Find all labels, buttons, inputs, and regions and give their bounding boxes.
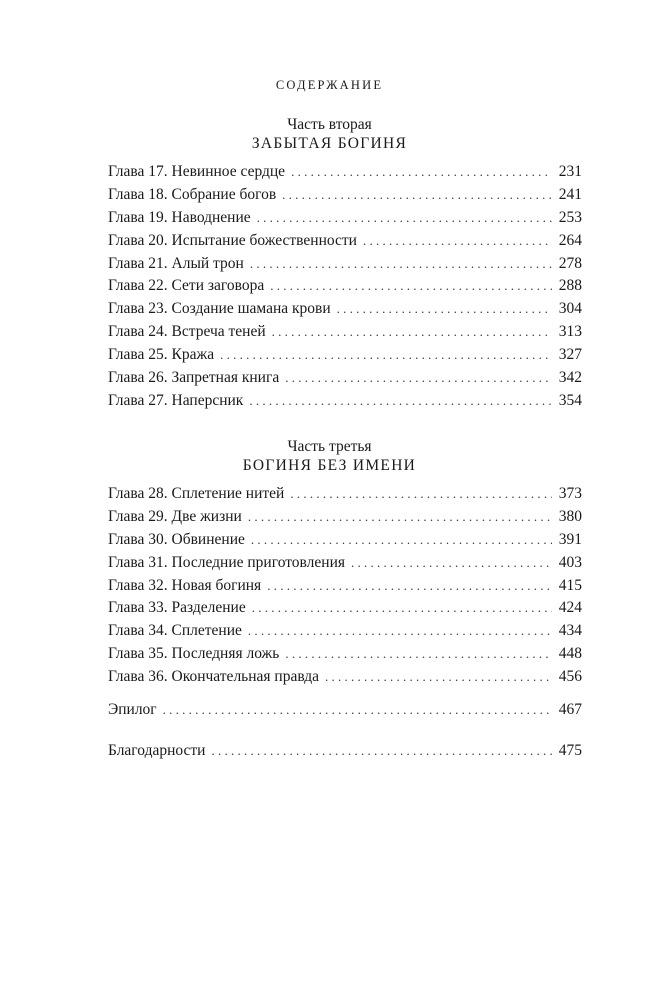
toc-entry — [108, 323, 582, 346]
entry-title: Глава 27. Наперсник — [108, 391, 244, 409]
toc-entry — [108, 346, 582, 369]
entry-page-number: 327 — [558, 346, 582, 364]
entry-page-number: 475 — [558, 742, 582, 759]
entry-title: Глава 28. Сплетение нитей — [108, 485, 285, 502]
dot-leader — [272, 324, 552, 340]
part-three-label: Часть третья — [287, 438, 372, 455]
entry-title: Глава 24. Встреча теней — [108, 323, 266, 341]
dot-leader — [267, 578, 552, 594]
toc-entry — [108, 599, 582, 622]
part-three-title: БОГИНЯ БЕЗ ИМЕНИ — [242, 457, 417, 474]
dot-leader — [363, 233, 552, 249]
toc-entry — [108, 163, 582, 186]
dot-leader — [337, 301, 552, 317]
entry-page-number: 448 — [558, 645, 582, 663]
part-three-entries — [108, 485, 582, 691]
toc-entry — [108, 186, 582, 209]
dot-leader — [248, 509, 552, 525]
dot-leader — [211, 743, 552, 759]
entry-title: Глава 33. Разделение — [108, 599, 246, 617]
entry-page-number: 342 — [558, 369, 582, 387]
entry-title: Глава 20. Испытание божественности — [108, 231, 357, 249]
dot-leader — [325, 669, 552, 685]
toc-entry — [108, 485, 582, 508]
dot-leader — [285, 646, 552, 662]
toc-entry — [108, 622, 582, 645]
toc-entry — [108, 554, 582, 577]
toc-entry — [108, 369, 582, 392]
entry-page-number: 304 — [558, 300, 582, 318]
entry-title: Глава 25. Кража — [108, 346, 215, 364]
entry-title: Глава 30. Обвинение — [108, 530, 245, 548]
entry-page-number: 456 — [558, 668, 582, 686]
part-two-title: ЗАБЫТАЯ БОГИНЯ — [251, 135, 408, 152]
dot-leader — [270, 278, 552, 294]
dot-leader — [220, 347, 552, 363]
entry-title: Глава 19. Наводнение — [108, 208, 251, 226]
dot-leader — [285, 370, 552, 386]
toc-entry — [108, 277, 582, 300]
entry-page-number: 231 — [558, 163, 582, 180]
dot-leader — [163, 702, 552, 718]
entry-title: Благодарности — [108, 742, 206, 759]
dot-leader — [257, 210, 552, 226]
entry-page-number: 424 — [558, 599, 582, 617]
entry-title: Эпилог — [108, 701, 157, 718]
dot-leader — [290, 486, 552, 502]
toc-entry — [108, 209, 582, 232]
part-two-label: Часть вторая — [287, 116, 372, 133]
entry-page-number: 380 — [558, 507, 582, 525]
entry-page-number: 434 — [558, 622, 582, 640]
entry-page-number: 288 — [558, 277, 582, 295]
entry-title: Глава 36. Окончательная правда — [108, 668, 320, 686]
toc-entry — [108, 255, 582, 278]
dot-leader — [251, 532, 552, 548]
part-two-entries — [108, 163, 582, 415]
entry-title: Глава 32. Новая богиня — [108, 576, 262, 594]
entry-title: Глава 21. Алый трон — [108, 254, 244, 272]
toc-entry — [108, 392, 582, 415]
epilogue-entry — [108, 701, 582, 724]
toc-entry — [108, 668, 582, 691]
entry-page-number: 264 — [558, 231, 582, 249]
entry-title: Глава 18. Собрание богов — [108, 185, 277, 203]
toc-entry — [108, 531, 582, 554]
entry-title: Глава 23. Создание шамана крови — [108, 300, 331, 318]
entry-title: Глава 31. Последние приготовления — [108, 553, 346, 571]
dot-leader — [252, 600, 552, 616]
toc-entry — [108, 508, 582, 531]
toc-entry — [108, 645, 582, 668]
entry-page-number: 354 — [558, 391, 582, 409]
entry-page-number: 391 — [558, 530, 582, 548]
dot-leader — [250, 256, 552, 272]
entry-page-number: 415 — [558, 576, 582, 594]
acknowledgements-entry — [108, 742, 582, 765]
entry-page-number: 467 — [558, 701, 582, 718]
entry-title: Глава 17. Невинное сердце — [108, 163, 286, 180]
dot-leader — [291, 164, 552, 180]
toc-entry — [108, 232, 582, 255]
entry-page-number: 241 — [558, 185, 582, 203]
entry-title: Глава 34. Сплетение — [108, 622, 242, 640]
entry-page-number: 278 — [558, 254, 582, 272]
dot-leader — [351, 555, 552, 571]
entry-title: Глава 29. Две жизни — [108, 507, 242, 525]
entry-page-number: 313 — [558, 323, 582, 341]
entry-page-number: 253 — [558, 208, 582, 226]
entry-page-number: 403 — [558, 553, 582, 571]
entry-title: Глава 35. Последняя ложь — [108, 645, 280, 663]
dot-leader — [249, 393, 552, 409]
dot-leader — [282, 187, 552, 203]
toc-entry — [108, 577, 582, 600]
running-head: СОДЕРЖАНИЕ — [275, 78, 384, 92]
toc-entry — [108, 300, 582, 323]
entry-title: Глава 22. Сети заговора — [108, 277, 265, 295]
entry-page-number: 373 — [558, 485, 582, 502]
entry-title: Глава 26. Запретная книга — [108, 369, 280, 387]
dot-leader — [248, 623, 552, 639]
